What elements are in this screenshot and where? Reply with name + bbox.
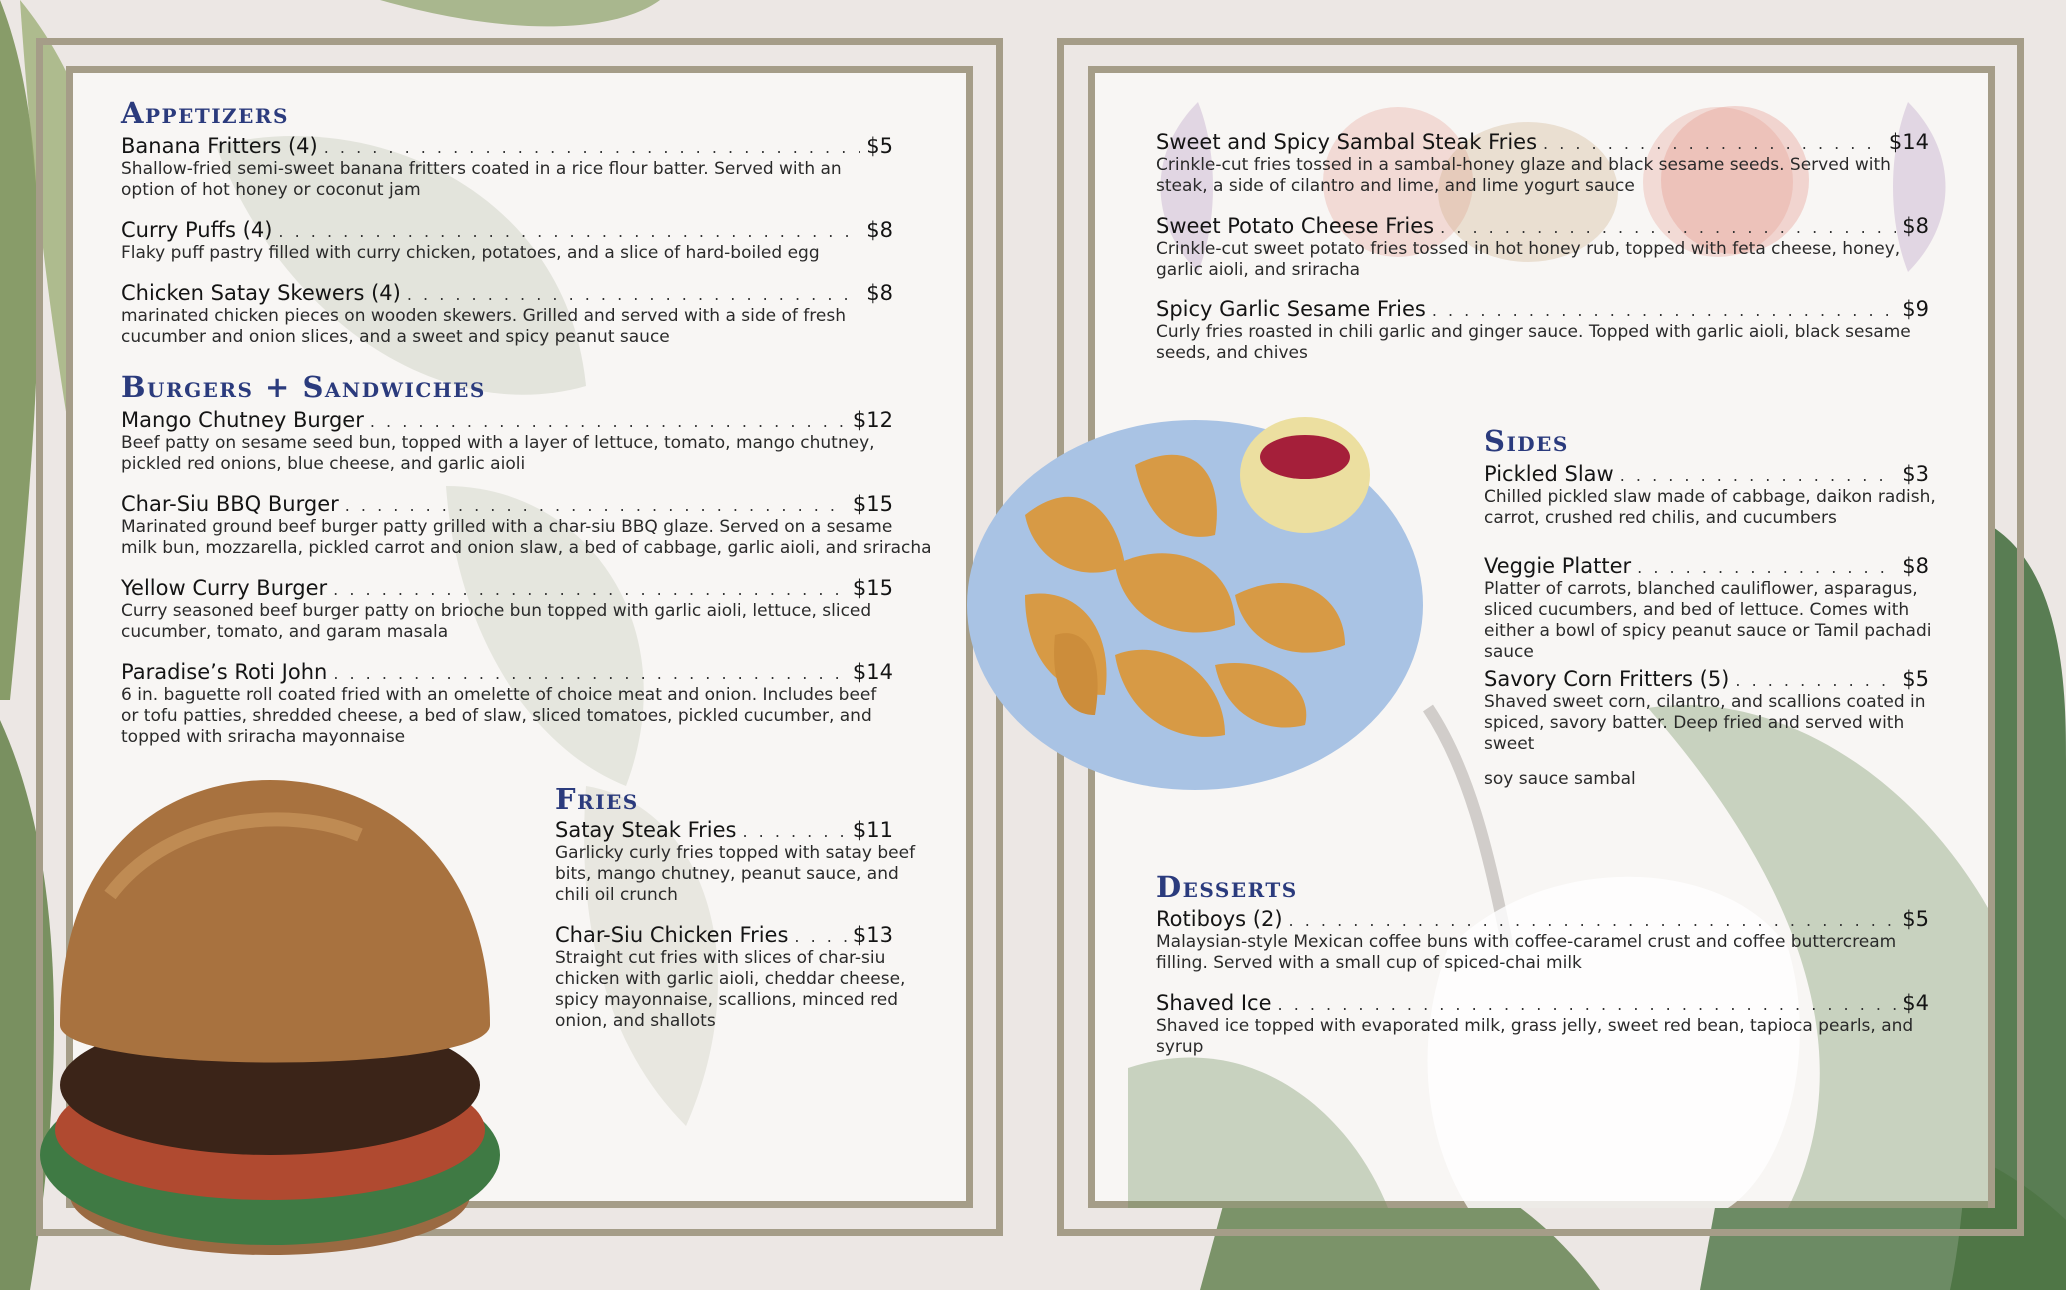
sides-heading: Sides <box>1484 424 1569 458</box>
menu-item-char-siu-bbq-burger <box>121 492 933 559</box>
item-price: $8 <box>866 218 893 242</box>
item-description: Shaved sweet corn, cilantro, and scallions coated in spiced, savory batter. Deep fried and served with sweet <box>1484 692 1926 754</box>
item-price: $4 <box>1902 991 1929 1015</box>
menu-item-pickled-slaw <box>1484 462 1938 529</box>
item-description: Malaysian-style Mexican coffee buns with coffee-caramel crust and coffee buttercream filling. Served with a small cup of spiced-chai milk <box>1156 932 1897 973</box>
menu-item-rotiboys <box>1156 907 1929 974</box>
item-description: Beef patty on sesame seed bun, topped with a layer of lettuce, tomato, mango chutney, pickled red onions, blue cheese, and garlic aioli <box>121 433 875 474</box>
item-description: Chilled pickled slaw made of cabbage, daikon radish, carrot, crushed red chilis, and cucumbers <box>1484 487 1936 528</box>
item-name: Banana Fritters (4) <box>121 134 318 158</box>
item-price: $8 <box>866 281 893 305</box>
desserts-heading: Desserts <box>1156 870 1298 904</box>
item-price: $15 <box>852 492 893 516</box>
item-name: Chicken Satay Skewers (4) <box>121 281 401 305</box>
item-name: Sweet Potato Cheese Fries <box>1156 214 1435 238</box>
item-name: Sweet and Spicy Sambal Steak Fries <box>1156 130 1538 154</box>
menu-item-sambal-steak-fries <box>1156 130 1929 197</box>
menu-item-savory-corn-fritters <box>1484 667 1938 790</box>
item-name: Char-Siu BBQ Burger <box>121 492 339 516</box>
menu-item-satay-steak-fries <box>555 818 935 906</box>
potato-wedges-illustration <box>965 395 1445 795</box>
item-description-continued: soy sauce sambal <box>1484 769 1636 789</box>
appetizers-heading: Appetizers <box>121 96 289 130</box>
menu-item-shaved-ice <box>1156 991 1929 1058</box>
item-name: Satay Steak Fries <box>555 818 737 842</box>
item-price: $5 <box>1902 907 1929 931</box>
item-price: $12 <box>852 408 893 432</box>
item-price: $9 <box>1902 297 1929 321</box>
item-description: Curly fries roasted in chili garlic and ginger sauce. Topped with garlic aioli, black sesame seeds, and chives <box>1156 322 1911 363</box>
item-price: $14 <box>852 660 893 684</box>
burger-illustration <box>30 775 510 1265</box>
item-name: Paradise’s Roti John <box>121 660 328 684</box>
menu-item-curry-puffs <box>121 218 893 264</box>
item-name: Mango Chutney Burger <box>121 408 364 432</box>
menu-item-char-siu-chicken-fries <box>555 923 935 1032</box>
item-name: Savory Corn Fritters (5) <box>1484 667 1730 691</box>
item-description: Shaved ice topped with evaporated milk, grass jelly, sweet red bean, tapioca pearls, and syrup <box>1156 1016 1914 1057</box>
menu-item-yellow-curry-burger <box>121 576 893 643</box>
item-description: Straight cut fries with slices of char-siu chicken with garlic aioli, cheddar cheese, spicy mayonnaise, scallions, minced red onion, and shallots <box>555 948 906 1031</box>
item-description: Platter of carrots, blanched cauliflower, asparagus, sliced cucumbers, and bed of lettuce. Comes with either a bowl of spicy peanut sauce or Tamil pachadi sauce <box>1484 579 1932 662</box>
item-description: Shallow-fried semi-sweet banana fritters coated in a rice flour batter. Served with an option of hot honey or coconut jam <box>121 159 842 200</box>
item-price: $11 <box>852 818 893 842</box>
item-name: Rotiboys (2) <box>1156 907 1283 931</box>
item-name: Veggie Platter <box>1484 554 1632 578</box>
item-price: $14 <box>1888 130 1929 154</box>
item-name: Pickled Slaw <box>1484 462 1614 486</box>
fries-heading: Fries <box>555 782 639 816</box>
item-price: $13 <box>852 923 893 947</box>
item-price: $3 <box>1902 462 1929 486</box>
item-description: Crinkle-cut fries tossed in a sambal-honey glaze and black sesame seeds. Served with steak, a side of cilantro and lime, and lime yogurt sauce <box>1156 155 1891 196</box>
item-price: $5 <box>1902 667 1929 691</box>
menu-item-veggie-platter <box>1484 554 1938 663</box>
item-description: Marinated ground beef burger patty grilled with a char-siu BBQ glaze. Served on a sesame milk bun, mozzarella, pickled carrot and onion slaw, a bed of cabbage, garlic aioli, and sriracha <box>121 517 932 558</box>
item-name: Char-Siu Chicken Fries <box>555 923 789 947</box>
menu-item-chicken-satay <box>121 281 893 348</box>
menu-item-spicy-garlic-sesame-fries <box>1156 297 1929 364</box>
item-name: Curry Puffs (4) <box>121 218 273 242</box>
item-description: Garlicky curly fries topped with satay beef bits, mango chutney, peanut sauce, and chili oil crunch <box>555 843 916 905</box>
menu-item-mango-chutney-burger <box>121 408 893 475</box>
item-description: 6 in. baguette roll coated fried with an omelette of choice meat and onion. Includes beef or tofu patties, shredded cheese, a bed of slaw, sliced tomatoes, pickled cucumber, and topped with sriracha mayonnaise <box>121 685 877 747</box>
item-price: $8 <box>1902 214 1929 238</box>
menu-item-banana-fritters <box>121 134 893 201</box>
item-name: Yellow Curry Burger <box>121 576 328 600</box>
menu-item-sweet-potato-cheese-fries <box>1156 214 1929 281</box>
item-name: Spicy Garlic Sesame Fries <box>1156 297 1426 321</box>
menu-item-roti-john <box>121 660 893 748</box>
item-price: $8 <box>1902 554 1929 578</box>
item-price: $15 <box>852 576 893 600</box>
item-description: Curry seasoned beef burger patty on brioche bun topped with garlic aioli, lettuce, sliced cucumber, tomato, and garam masala <box>121 601 872 642</box>
item-price: $5 <box>866 134 893 158</box>
item-name: Shaved Ice <box>1156 991 1272 1015</box>
item-description: Flaky puff pastry filled with curry chicken, potatoes, and a slice of hard-boiled egg <box>121 243 820 263</box>
item-description: Crinkle-cut sweet potato fries tossed in hot honey rub, topped with feta cheese, honey, garlic aioli, and sriracha <box>1156 239 1901 280</box>
item-description: marinated chicken pieces on wooden skewers. Grilled and served with a side of fresh cucumber and onion slices, and a sweet and spicy peanut sauce <box>121 306 846 347</box>
burgers-heading: Burgers + Sandwiches <box>121 370 486 404</box>
